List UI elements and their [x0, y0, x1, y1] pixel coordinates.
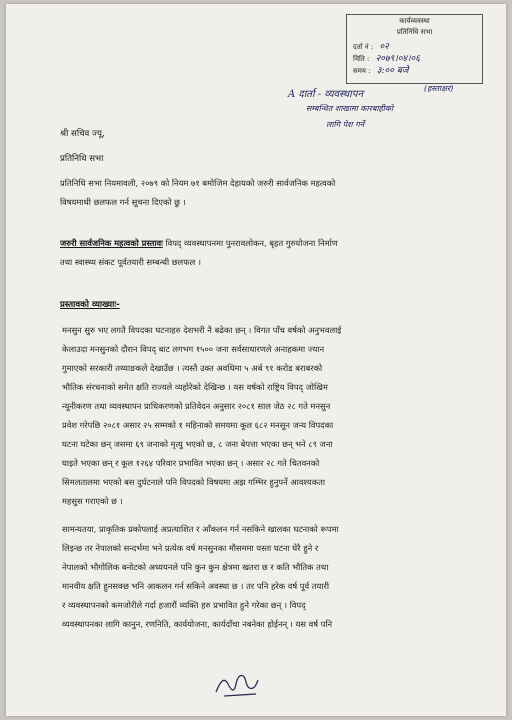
subject-label: जरुरी सार्वजनिक महत्वको प्रस्तावः [60, 238, 163, 248]
paragraph-line: र व्यवस्थापनको कमजोरीले गर्दा हजारौं व्यक्ति हरु प्रभावित हुने गरेका छन् । विपद् [62, 600, 306, 610]
paragraph-line: व्यवस्थापनका लागि कानुन, रणनिति, कार्ययोजना, कार्यदाँचा नबनेका होईनन् । यस वर्ष पनि [62, 619, 333, 629]
explanation-heading: प्रस्तावको व्याख्याः- [60, 300, 120, 310]
stamp-reg-label: दर्ता नं : [353, 43, 374, 51]
registration-stamp [346, 14, 483, 84]
paragraph-line: भौतिक संरचनाको समेत क्षति राज्यले व्यहोरेको देखिन्छ । यस वर्षको राष्ट्रिय विपद् जोखिम [62, 382, 328, 392]
document-page [6, 4, 506, 716]
paragraph-line: महसुस गराएको छ । [62, 496, 123, 506]
stamp-time-label: समय : [353, 67, 371, 75]
handwritten-note: सम्बन्धित शाखामा कारबाहीको [306, 104, 394, 113]
paragraph-line: घटना घटेका छन् जसमा ६९ जनाको मृत्यु भएको छ, ८ जना बेपत्ता भएका छन् भने ८९ जना [62, 439, 333, 449]
intro-line: प्रतिनिधि सभा नियमावली, २०७९ को नियम ७१ बमोजिम देहायको जरुरी सार्वजनिक महत्वको [60, 178, 336, 188]
signature-icon [206, 662, 276, 702]
stamp-office: कार्यव्यवस्था [399, 17, 430, 25]
handwritten-note: लागि पेश गर्ने [326, 120, 365, 129]
paragraph-line: केलाउदा मनसुनको दौरान विपद् बाट लगभग १५०० जना सर्वसाधारणले अनाहकमा ज्यान [62, 344, 325, 354]
paragraph-line: सामन्यतया, प्राकृतिक प्रकोपलाई अप्रत्याशित र आँकलन गर्न नसकिने खालका घटनाको रूपमा [62, 524, 339, 534]
paragraph-line: मानवीय क्षति हुनसक्छ भनि आकलन गर्न सकिने अवस्था छ । तर पनि हरेक वर्ष पूर्व तयारी [62, 581, 329, 591]
stamp-time-value: ३:०० बजे [376, 66, 409, 76]
paragraph-line: मनसुन सुरु भए लगतै विपदका घटनाहरु देशभरी नै बढेका छन् । विगत पाँच वर्षको अनुभवलाई [62, 325, 342, 335]
intro-line: विषयमाथी छलफल गर्न सूचना दिएको छु । [60, 197, 186, 207]
stamp-time-row [353, 63, 409, 76]
subject-text: विपद् व्यवस्थापनमा पुनरावलोकन, बृहत गुरुयोजना निर्माण [165, 238, 338, 248]
paragraph-line: प्रवेश गरेपछि २०८१ असार २५ सम्मको १ महिनाको समयमा कूल ६८२ मनसुन जन्य विपदका [62, 420, 334, 430]
stamp-date-label: मिति : [353, 55, 370, 63]
recipient: प्रतिनिधि सभा [60, 154, 104, 164]
stamp-body: प्रतिनिधि सभा [396, 28, 433, 36]
paragraph-line: गुमाएको सरकारी तथ्याङकले देखाउँछ । त्यस्तै उक्त अवधिमा ५ अर्ब ९१ करोड बराबरको [62, 363, 323, 373]
paragraph-line: घाइते भएका छन् र कूल १२६४ परिवार प्रभावित भएका छन् । असार २८ गते चितवनको [62, 458, 320, 468]
paragraph-line: लिइन्छ तर नेपालको सन्दर्भमा भने प्रत्येक वर्ष मनसुनका मौसममा यस्ता घटना घेरै हुने र [62, 543, 319, 553]
paragraph-line: नेपालको भौगोलिक बनोटको अध्ययनले पनि कुन कुन क्षेत्रमा खतरा छ र कति भौतिक तथा [62, 562, 329, 572]
paragraph-line: सिमलतालमा भएको बस दुर्घटनाले पनि विपदको विषयमा अझ गम्भिर हुनुपर्ने आवश्यकता [62, 477, 325, 487]
paragraph-line: न्यूनीकरण तथा व्यवस्थापन प्राधिकरणको प्रतिवेदन अनुसार २०८१ साल जेठ २८ गते मनसुन [62, 401, 331, 411]
stamp-date-value: २०७९।०४।०६ [375, 54, 420, 64]
subject-line: तथा स्वास्थ्य संकट पूर्वतयारी सम्बन्धी छलफल । [60, 257, 201, 267]
handwritten-note: A दार्ता - व्यवस्थापन [288, 89, 364, 100]
subject-line [60, 238, 460, 249]
stamp-reg-value: ०२ [379, 42, 389, 52]
handwritten-signature-note: (हस्ताक्षर) [424, 84, 454, 93]
salutation: श्री सचिव ज्यू, [60, 129, 105, 139]
